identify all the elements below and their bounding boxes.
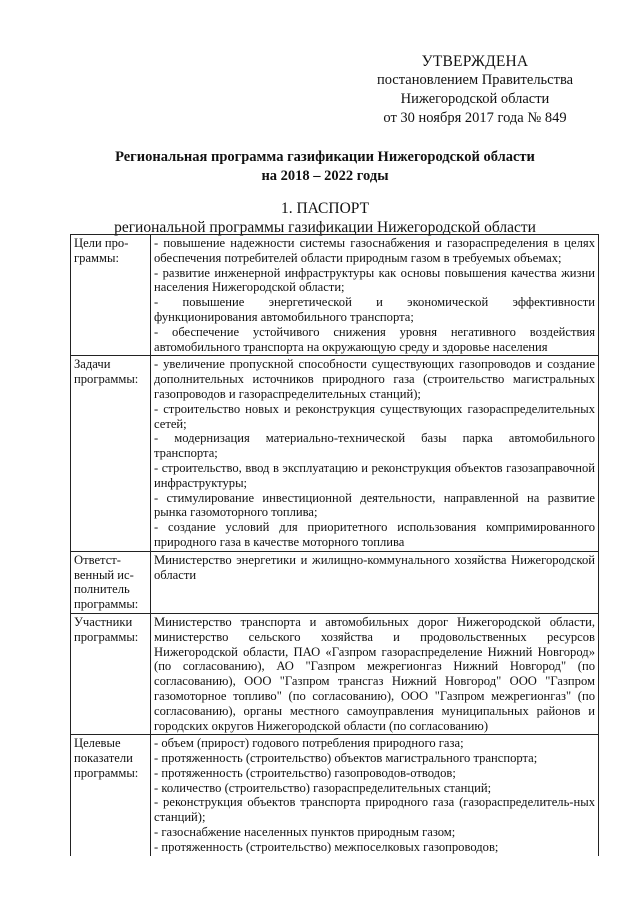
list-item: Министерство транспорта и автомобильных дорог Нижегородской области, министерство сельского хозяйства и продовольственных ресурсов Нижегородской области, ПАО «Газпром газораспределение Нижний Новгород» (по согласованию), АО "Газпром межрегионгаз Нижний Новгород" (по согласованию), ООО "Газпром трансгаз Нижний Новгород" ООО "Газпром газомоторное топливо" (по согласованию), ООО "Газпром межрегионгаз" (по согласованию), органы местного самоуправления муниципальных районов и городских округов Нижегородской области (по согласованию) <box>154 614 595 733</box>
approval-block <box>360 52 590 128</box>
approval-line: от 30 ноября 2017 года № 849 <box>383 110 567 126</box>
list-item: - повышение энергетической и экономической эффективности функционирования автомобильного транспорта; <box>154 295 595 324</box>
row-label: Ответст-венный ис-полнитель программы: <box>74 552 139 612</box>
passport-title: 1. ПАСПОРТ <box>280 200 370 217</box>
list-item: - строительство, ввод в эксплуатацию и реконструкция объектов газозаправочной инфраструктуры; <box>154 460 595 490</box>
program-title-line-2: на 2018 – 2022 годы <box>261 168 389 184</box>
approval-line: Нижегородской области <box>400 91 550 107</box>
table-row-tasks <box>71 356 599 551</box>
program-title-line-1: Региональная программа газификации Нижегородской области <box>115 149 535 165</box>
list-item: - протяженность (строительство) объектов магистрального транспорта; <box>154 751 538 766</box>
row-label: Целевые показатели программы: <box>74 736 139 780</box>
list-item: - протяженность (строительство) газопроводов-отводов; <box>154 765 456 780</box>
list-item: - развитие инженерной инфраструктуры как основы повышения качества жизни населения Нижегородской области; <box>154 265 595 295</box>
row-label-cell <box>71 613 151 734</box>
row-content-cell <box>151 356 599 551</box>
list-item: - реконструкция объектов транспорта природного газа (газораспределитель-ных станций); <box>154 795 595 825</box>
passport-heading <box>70 199 580 237</box>
row-label-cell <box>71 735 151 856</box>
row-content-cell <box>151 613 599 734</box>
row-label-cell <box>71 235 151 356</box>
list-item: - строительство новых и реконструкция существующих газораспределительных сетей; <box>154 401 595 431</box>
list-item: - протяженность (строительство) межпоселковых газопроводов; <box>154 839 499 854</box>
table-row-executor <box>71 551 599 613</box>
program-title <box>70 148 580 186</box>
table-row-indicators <box>71 735 599 856</box>
list-item: - объем (прирост) годового потребления природного газа; <box>154 736 464 751</box>
row-content-cell <box>151 551 599 613</box>
list-item: - газоснабжение населенных пунктов природным газом; <box>154 825 456 840</box>
list-item: Министерство энергетики и жилищно-коммунального хозяйства Нижегородской области <box>154 552 595 582</box>
row-label-cell <box>71 551 151 613</box>
row-label: Цели про-граммы: <box>74 236 129 265</box>
list-item: - повышение надежности системы газоснабжения и газораспределения в целях обеспечения потребителей области природным газом в требуемых объемах; <box>154 236 595 265</box>
list-item: - стимулирование инвестиционной деятельности, направленной на развитие рынка газомоторного топлива; <box>154 490 595 520</box>
approval-line: постановлением Правительства <box>376 72 574 88</box>
row-content-cell <box>151 235 599 356</box>
passport-subtitle: региональной программы газификации Нижегородской области <box>114 219 536 236</box>
row-content-cell <box>151 735 599 856</box>
list-item: - создание условий для приоритетного использования компримированного природного газа в качестве моторного топлива <box>154 520 595 549</box>
table-row-participants <box>71 613 599 734</box>
row-label-cell <box>71 356 151 551</box>
row-label: Участники программы: <box>74 614 139 644</box>
list-item: - количество (строительство) газораспределительных станций; <box>154 780 492 795</box>
list-item: - модернизация материально-технической базы парка автомобильного транспорта; <box>154 431 595 461</box>
table-row-goals <box>71 235 599 356</box>
passport-table <box>70 234 599 856</box>
list-item: - обеспечение устойчивого снижения уровня негативного воздействия автомобильного транспорта на окружающую среду и здоровье населения <box>154 324 595 354</box>
list-item: - увеличение пропускной способности существующих газопроводов и создание дополнительных источников природного газа (строительство магистральных газопроводов и газораспределительных станций); <box>154 357 595 401</box>
approval-heading: УТВЕРЖДЕНА <box>421 53 529 70</box>
row-label: Задачи программы: <box>74 357 139 387</box>
